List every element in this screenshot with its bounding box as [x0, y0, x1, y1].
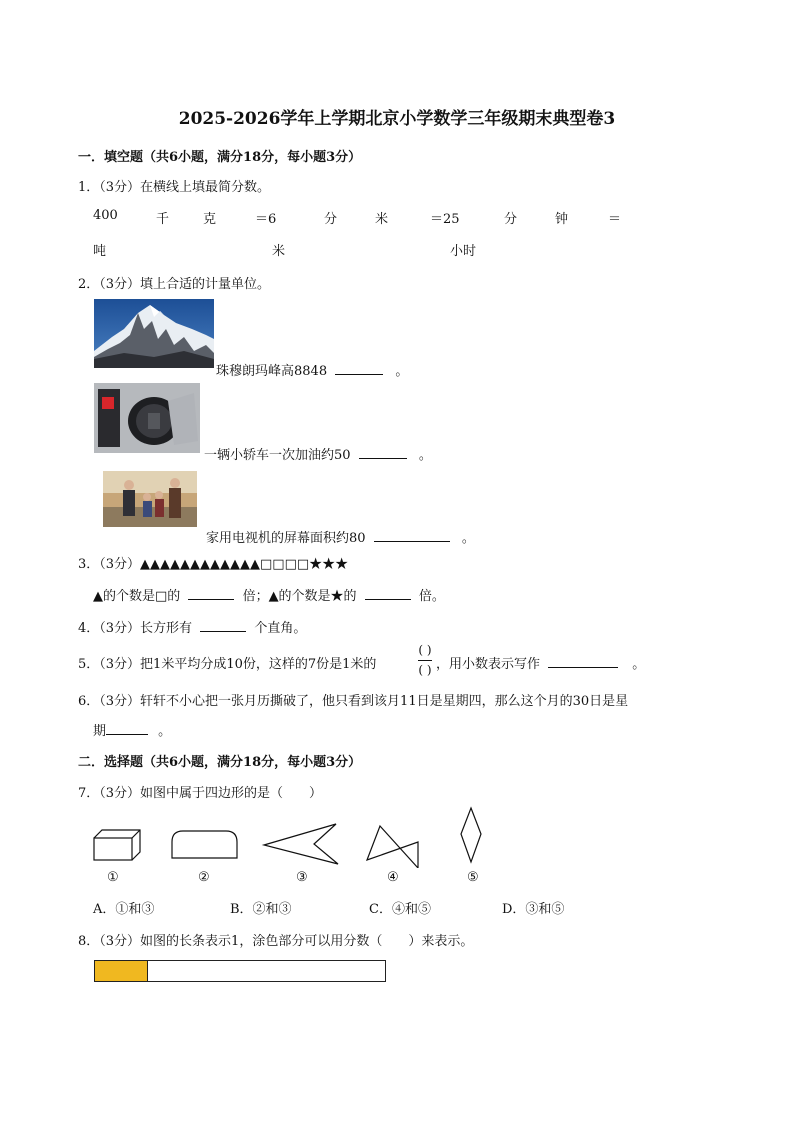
shape-5-rhombus-figure — [456, 806, 486, 864]
q3-stem: 3．（3分） — [78, 557, 141, 572]
q7-label-5: ⑤ — [467, 870, 479, 885]
q3-question — [93, 585, 445, 604]
q1-row1-2: 克 — [203, 212, 217, 227]
q2-line3 — [206, 527, 475, 546]
q1-row1-8: 钟 — [555, 212, 569, 227]
q5-blank[interactable] — [548, 653, 618, 668]
q8-strip — [94, 960, 386, 982]
q2-stem: 2．（3分）填上合适的计量单位。 — [78, 277, 271, 292]
q1-row1-7: 分 — [504, 212, 518, 227]
q4-blank[interactable] — [200, 617, 246, 632]
q3-line-a: ▲的个数是□的 — [93, 589, 181, 604]
q1-row1-0: 400 — [93, 208, 118, 223]
q3-blank-1[interactable] — [188, 585, 234, 600]
q7-option-a[interactable]: A．①和③ — [93, 902, 155, 917]
q7-shapes-figure — [88, 806, 448, 868]
q1-row1-5: 米 — [375, 212, 389, 227]
q3-shapes: ▲▲▲▲▲▲▲▲▲▲▲▲□□□□★★★ — [140, 557, 349, 572]
q1-stem: 1．（3分）在横线上填最简分数。 — [78, 180, 271, 195]
q1-row1-3: ＝6 — [255, 212, 277, 227]
q3-line-b: 倍；▲的个数是★的 — [242, 589, 357, 604]
q2-line1-end: 。 — [395, 364, 409, 379]
shape-2-rounded-rect — [172, 831, 237, 858]
section-1-heading: 一．填空题（共6小题，满分18分，每小题3分） — [78, 150, 362, 165]
q1-row2-2: 小时 — [450, 244, 477, 259]
q7-label-4: ④ — [387, 870, 399, 885]
q5-frac-line — [418, 660, 432, 661]
q2-line2-text: 一辆小轿车一次加油约50 — [204, 448, 351, 463]
page-title: 2025-2026学年上学期北京小学数学三年级期末典型卷3 — [178, 109, 616, 129]
q7-option-c[interactable]: C．④和⑤ — [369, 902, 431, 917]
q5-rest-line — [436, 653, 645, 672]
q8-stem: 8．（3分）如图的长条表示1，涂色部分可以用分数（ ）来表示。 — [78, 934, 474, 949]
q2-line3-text: 家用电视机的屏幕面积约80 — [206, 531, 366, 546]
q5-stem: 5．（3分）把1米平均分成10份，这样的7份是1米的 — [78, 657, 377, 672]
q2-blank-2[interactable] — [359, 444, 407, 459]
q5-frac-top: ( ) — [418, 643, 432, 657]
q5-frac-bottom: ( ) — [418, 663, 432, 677]
q2-line2 — [204, 444, 432, 463]
section-2-heading: 二．选择题（共6小题，满分18分，每小题3分） — [78, 755, 362, 770]
q4-end: 个直角。 — [254, 621, 307, 636]
shape-4-bowtie — [367, 826, 418, 868]
mountain-photo — [94, 299, 214, 368]
q5-rest: ，用小数表示写作 — [436, 657, 541, 672]
q1-row2-0: 吨 — [93, 244, 107, 259]
q3-stem-line — [78, 553, 348, 572]
q3-line-c: 倍。 — [418, 589, 445, 604]
q2-blank-1[interactable] — [335, 360, 383, 375]
q5-end: 。 — [632, 657, 646, 672]
q4-stem: 4．（3分）长方形有 — [78, 621, 193, 636]
q2-blank-3[interactable] — [374, 527, 450, 542]
q7-option-b[interactable]: B．②和③ — [230, 902, 292, 917]
q2-line2-end: 。 — [418, 448, 432, 463]
q1-row2-1: 米 — [272, 244, 286, 259]
q6-end: 。 — [158, 724, 172, 739]
q1-row1-4: 分 — [324, 212, 338, 227]
q7-option-d[interactable]: D．③和⑤ — [502, 902, 565, 917]
q6-stem: 6．（3分）轩轩不小心把一张月历撕破了，他只看到该月11日是星期四，那么这个月的30日是星 — [78, 694, 629, 709]
q6-line2 — [93, 720, 171, 739]
q1-row1-9: ＝ — [608, 212, 622, 227]
q2-line1 — [216, 360, 408, 379]
q7-label-1: ① — [107, 870, 119, 885]
q1-row1-6: ＝25 — [430, 212, 460, 227]
q7-label-2: ② — [198, 870, 210, 885]
q4-line — [78, 617, 306, 636]
q3-blank-2[interactable] — [365, 585, 411, 600]
fuel-cap-photo — [94, 383, 200, 453]
q7-stem: 7．（3分）如图中属于四边形的是（ ） — [78, 786, 323, 801]
shape-3-dart — [264, 824, 338, 864]
q1-row1-1: 千 — [156, 212, 170, 227]
q7-label-3: ③ — [296, 870, 308, 885]
q8-shaded-part — [95, 961, 148, 981]
q6-blank[interactable] — [106, 720, 148, 735]
q2-line1-text: 珠穆朗玛峰高8848 — [216, 364, 328, 379]
family-photo — [103, 471, 197, 527]
shape-1-cuboid — [94, 830, 140, 860]
q6-line2-text: 期 — [93, 724, 107, 739]
q2-line3-end: 。 — [461, 531, 475, 546]
